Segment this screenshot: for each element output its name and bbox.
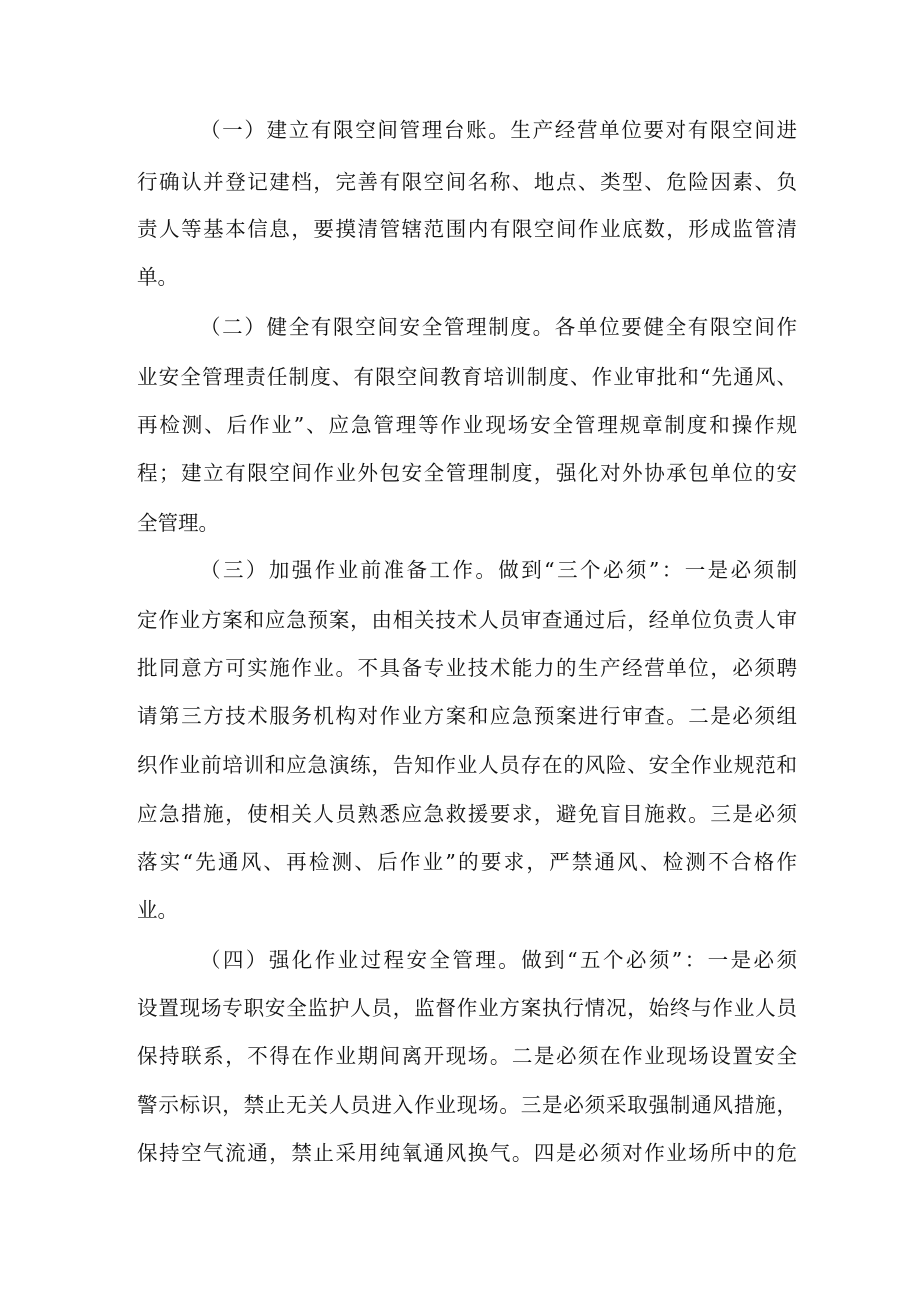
paragraph-3-line-8: 业。 <box>137 898 178 922</box>
paragraph-4-line-4: 警示标识，禁止无关人员进入作业现场。三是必须采取强制通风措施， <box>137 1093 797 1117</box>
paragraph-2-line-1: （二）健全有限空间安全管理制度。各单位要健全有限空间作 <box>200 315 797 339</box>
paragraph-2-line-4: 程；建立有限空间作业外包安全管理制度，强化对外协承包单位的安 <box>137 461 797 485</box>
paragraph-3-line-3: 批同意方可实施作业。不具备专业技术能力的生产经营单位，必须聘 <box>137 656 797 680</box>
paragraph-4-line-2: 设置现场专职安全监护人员，监督作业方案执行情况，始终与作业人员 <box>137 996 797 1020</box>
paragraph-4-line-5: 保持空气流通，禁止采用纯氧通风换气。四是必须对作业场所中的危 <box>137 1141 797 1165</box>
paragraph-2-line-3: 再检测、后作业”、应急管理等作业现场安全管理规章制度和操作规 <box>137 413 797 437</box>
paragraph-3-line-5: 织作业前培训和应急演练，告知作业人员存在的风险、安全作业规范和 <box>137 753 797 777</box>
paragraph-3-line-4: 请第三方技术服务机构对作业方案和应急预案进行审查。二是必须组 <box>137 704 797 728</box>
paragraph-3-line-6: 应急措施，使相关人员熟悉应急救援要求，避免盲目施救。三是必须 <box>137 802 797 826</box>
paragraph-2-line-5: 全管理。 <box>137 511 219 535</box>
paragraph-4-line-3: 保持联系，不得在作业期间离开现场。二是必须在作业现场设置安全 <box>137 1044 797 1068</box>
paragraph-1-line-3: 责人等基本信息，要摸清管辖范围内有限空间作业底数，形成监管清 <box>137 217 797 241</box>
paragraph-1-line-2: 行确认并登记建档，完善有限空间名称、地点、类型、危险因素、负 <box>137 170 797 194</box>
paragraph-4-line-1: （四）强化作业过程安全管理。做到“五个必须”：一是必须 <box>200 948 797 972</box>
paragraph-2-line-2: 业安全管理责任制度、有限空间教育培训制度、作业审批和“先通风、 <box>137 365 797 389</box>
paragraph-3-line-2: 定作业方案和应急预案，由相关技术人员审查通过后，经单位负责人审 <box>137 608 797 632</box>
paragraph-1-line-1: （一）建立有限空间管理台账。生产经营单位要对有限空间进 <box>200 118 797 142</box>
paragraph-3-line-1: （三）加强作业前准备工作。做到“三个必须”：一是必须制 <box>200 558 797 582</box>
paragraph-3-line-7: 落实“先通风、再检测、后作业”的要求，严禁通风、检测不合格作 <box>137 850 797 874</box>
paragraph-1-line-4: 单。 <box>137 265 178 289</box>
